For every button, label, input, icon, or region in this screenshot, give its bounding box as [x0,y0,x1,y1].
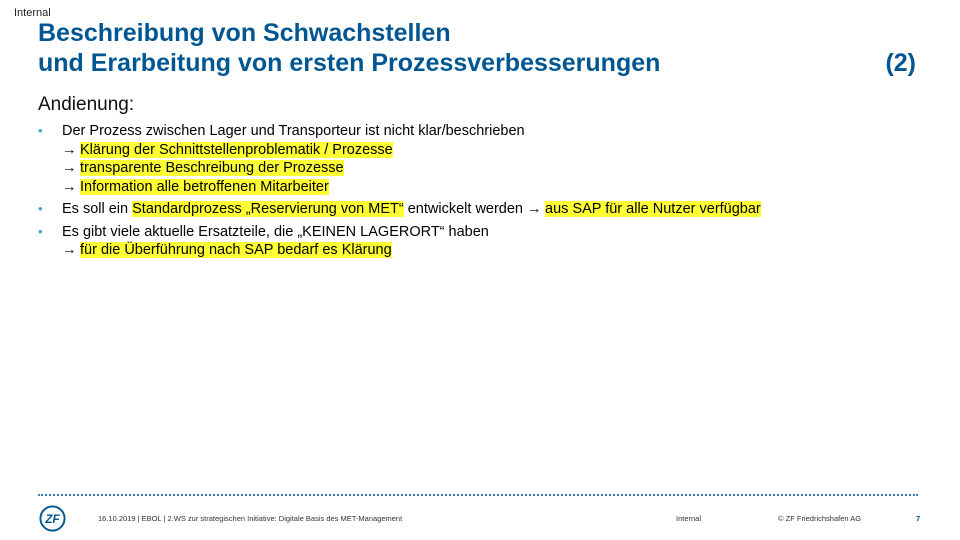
section-heading: Andienung: [38,94,135,115]
arrow-right-icon: → [527,201,542,217]
title-line-2: und Erarbeitung von ersten Prozessverbesserungen [38,49,661,77]
bullet-text [62,200,918,219]
bullet-text: Es gibt viele aktuelle Ersatzteile, die „KEINEN LAGERORT“ haben [62,223,489,240]
logo-text: ZF [45,513,60,526]
title-line-1: Beschreibung von Schwachstellen [38,19,451,47]
highlighted-text: für die Überführung nach SAP bedarf es Klärung [80,242,392,258]
sub-item [62,241,918,260]
bullet-list [38,122,918,264]
arrow-right-icon: → [62,242,77,258]
highlighted-text: aus SAP für alle Nutzer verfügbar [545,201,761,217]
footer-info: 16.10.2019 | EBOL | 2.WS zur strategischen Initiative: Digitale Basis des MET-Management [98,514,403,523]
arrow-right-icon: → [62,160,77,176]
page-number: 7 [916,514,921,523]
highlighted-text: Klärung der Schnittstellenproblematik / Prozesse [80,141,393,158]
bullet-text: Der Prozess zwischen Lager und Transporteur ist nicht klar/beschrieben [62,123,525,139]
highlighted-text: Standardprozess „Reservierung von MET“ [132,201,404,217]
sub-item [62,178,918,197]
highlighted-text: transparente Beschreibung der Prozesse [80,160,344,176]
list-item [38,122,918,196]
arrow-right-icon: → [62,141,77,158]
text-prefix: Es soll ein [62,201,133,217]
title-number: (2) [885,49,916,77]
sub-item [62,141,918,160]
footer-classification: Internal [676,514,702,523]
highlighted-text: Information alle betroffenen Mitarbeiter [80,178,329,195]
slide-title [38,18,918,78]
bullet-dot-icon: • [38,123,43,138]
bullet-dot-icon: • [38,201,43,216]
footer-divider [38,494,918,496]
bullet-dot-icon: • [38,223,43,239]
zf-logo-icon [39,505,66,532]
classification-label: Internal [14,7,51,19]
arrow-right-icon: → [62,178,77,195]
list-item [38,223,918,260]
sub-item [62,159,918,178]
footer-copyright: © ZF Friedrichshafen AG [778,514,862,523]
text-middle: entwickelt werden [403,201,528,217]
list-item [38,200,918,219]
